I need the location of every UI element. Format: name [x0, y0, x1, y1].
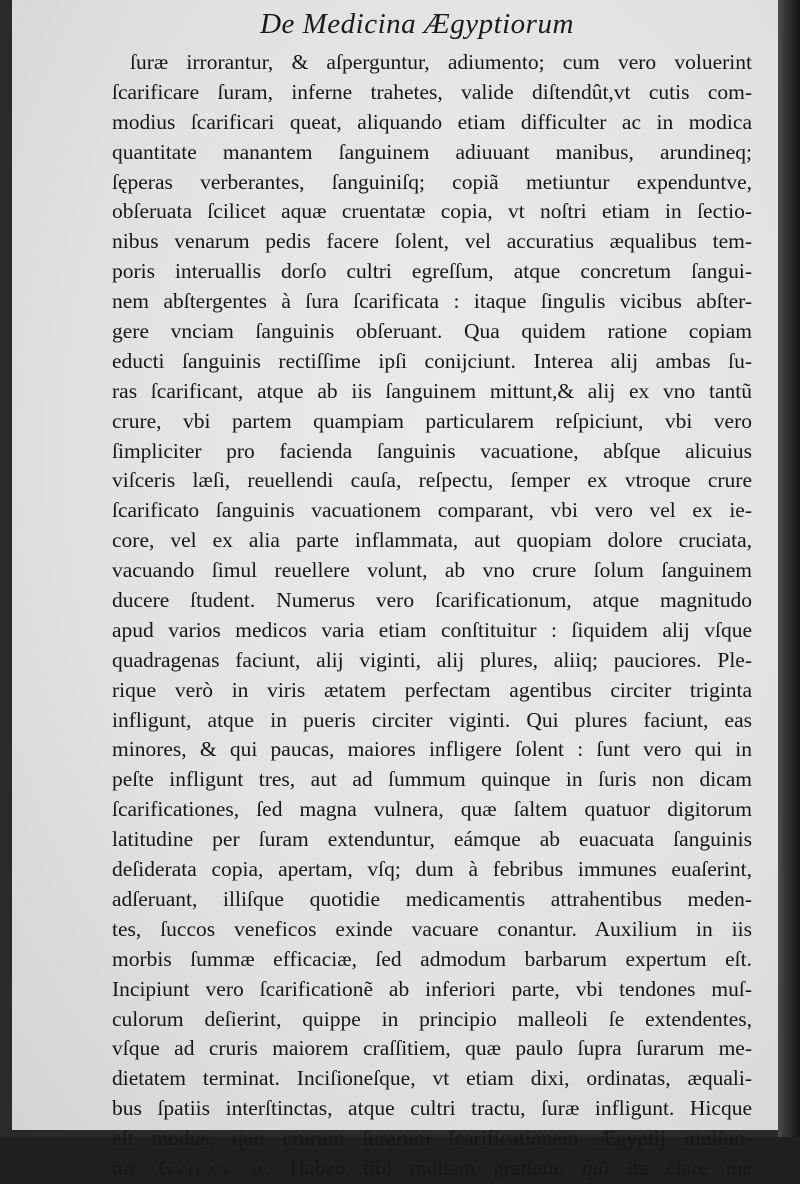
text-line: quadragenas faciunt, alij viginti, alij plures, aliiq; pauciores. Ple- — [112, 647, 752, 672]
text-line: peſte infligunt tres, aut ad ſummum quinque in ſuris non dicam — [112, 767, 752, 792]
page-edge-shadow — [778, 0, 800, 1137]
text-line: vacuando ſimul reuellere volunt, ab vno crure ſolum ſanguinem — [112, 558, 752, 583]
body-text — [112, 48, 752, 1184]
text-line: infligunt, atque in pueris circiter viginti. Qui plures faciunt, eas — [112, 707, 752, 732]
text-line: adſeruant, illiſque quotidie medicamentis attrahentibus meden- — [112, 886, 752, 911]
book-page — [12, 0, 782, 1180]
text-line: culorum deſierint, quippe in principio malleoli ſe extendentes, — [112, 1006, 752, 1031]
text-line: ſuræ irrorantur, & aſperguntur, adiumento; cum vero voluerint — [130, 50, 752, 74]
speaker-name: Gvilan d. — [157, 1155, 272, 1180]
text-line: ſcarificationes, ſed magna vulnera, quæ ſaltem quatuor digitorum — [112, 797, 752, 822]
text-line: poris interuallis dorſo cultri egreſſum, atque concretum ſangui- — [112, 259, 752, 284]
text-line: apud varios medicos varia etiam conſtituitur : ſiquidem alij vſque — [112, 617, 752, 642]
text-line: ſimpliciter pro facienda ſanguinis vacuatione, abſque alicuius — [112, 438, 752, 463]
line-start: tur. — [112, 1155, 141, 1180]
text-line: ſęperas verberantes, ſanguiniſq; copiã metiuntur expenduntve, — [112, 169, 752, 194]
text-line: crure, vbi partem quampiam particularem reſpiciunt, vbi vero — [112, 408, 752, 433]
text-line: latitudine per ſuram extenduntur, eámque ab euacuata ſanguinis — [112, 827, 752, 852]
text-line: ſcarificare ſuram, inferne trahetes, valide diſtendût,vt cutis com- — [112, 79, 752, 104]
text-line — [112, 1154, 752, 1184]
text-line: bus ſpatiis interſtinctas, atque cultri tractu, ſuræ infligunt. Hicque — [112, 1096, 752, 1121]
dialogue-text: Habeo tibi multam gratiam, qui ita clare me — [289, 1155, 752, 1180]
text-line: morbis ſummæ efficaciæ, ſed admodum barbarum expertum eſt. — [112, 946, 752, 971]
text-line: ſcarificato ſanguinis vacuationem comparant, vbi vero vel ex ie- — [112, 498, 752, 523]
text-line: viſceris læſi, reuellendi cauſa, reſpectu, ſemper ex vtroque crure — [112, 468, 752, 493]
running-head-text: De Medicina Ægyptiorum — [260, 8, 574, 40]
text-line: nem abſtergentes à ſura ſcarificata : itaque ſingulis vicibus abſter- — [112, 289, 752, 314]
text-line: nibus venarum pedis facere ſolent, vel accuratius æqualibus tem- — [112, 229, 752, 254]
text-line: vſque ad cruris maiorem craſſitiem, quæ paulo ſupra ſurarum me- — [112, 1036, 752, 1061]
text-line: minores, & qui paucas, maiores infligere ſolent : ſunt vero qui in — [112, 737, 752, 762]
text-line: ducere ſtudent. Numerus vero ſcarificationum, atque magnitudo — [112, 588, 752, 613]
text-line: core, vel ex alia parte inflammata, aut quopiam dolore cruciata, — [112, 528, 752, 553]
text-line: Incipiunt vero ſcarificationẽ ab inferiori parte, vbi tendones muſ- — [112, 976, 752, 1001]
text-line: educti ſanguinis rectiſſime ipſi conijciunt. Interea alij ambas ſu- — [112, 348, 752, 373]
text-line: eſt modus, quo crurum ſurarum ſcarificationem Ægyptij moliun- — [112, 1126, 752, 1151]
text-line: quantitate manantem ſanguinem adiuuant manibus, arundineq; — [112, 139, 752, 164]
text-line: ras ſcarificant, atque ab iis ſanguinem mittunt,& alij ex vno tantũ — [112, 378, 752, 403]
text-line: deſiderata copia, apertam, vſq; dum à febribus immunes euaſerint, — [112, 857, 752, 882]
text-line: obſeruata ſcilicet aquæ cruentatæ copia, vt noſtri etiam in ſectio- — [112, 199, 752, 224]
text-line: gere vnciam ſanguinis obſeruant. Qua quidem ratione copiam — [112, 319, 752, 344]
text-line: modius ſcarificari queat, aliquando etiam difficulter ac in modica — [112, 109, 752, 134]
text-line: rique verò in viris ætatem perfectam agentibus circiter triginta — [112, 677, 752, 702]
running-head — [12, 8, 782, 41]
text-line: tes, ſuccos veneficos exinde vacuare conantur. Auxilium in iis — [112, 916, 752, 941]
text-line: dietatem terminat. Inciſioneſque, vt etiam dixi, ordinatas, æquali- — [112, 1066, 752, 1091]
